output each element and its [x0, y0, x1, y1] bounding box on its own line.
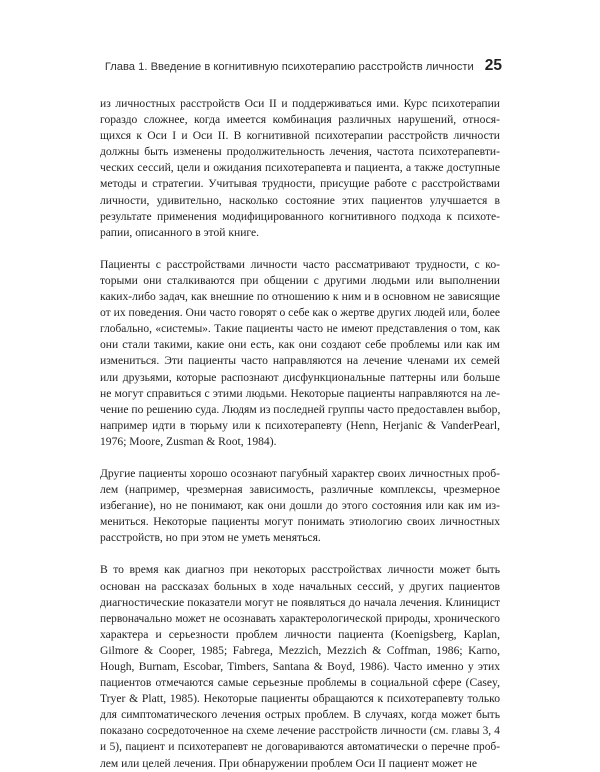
text-line: характера и серьезности проблем личности пациента (Koenigsberg, Kaplan,: [100, 627, 500, 641]
text-line: из личностных расстройств Оси II и поддерживаться ими. Курс психотерапии: [100, 97, 500, 110]
text-line: от их поведения. Они часто говорят о себе как о жертве других людей или, более: [100, 306, 500, 320]
paragraph: [100, 466, 500, 546]
text-line: Другие пациенты хорошо осознают пагубный характер своих личностных проб-: [100, 466, 500, 480]
text-line: ческих сессий, цели и ожидания психотерапевта и пациента, а также доступные: [100, 161, 500, 175]
text-line: основан на рассказах больных в ходе начальных сессий, у других пациентов: [100, 579, 500, 593]
running-header: [100, 57, 502, 75]
paragraph: [100, 562, 500, 771]
page-number: 25: [484, 57, 502, 74]
text-line: щихся к Оси I и Оси II. В когнитивной психотерапии расстройств личности: [100, 129, 500, 143]
text-line: рапии, описанного в этой книге.: [100, 225, 260, 239]
text-line: мениться. Некоторые пациенты могут понимать этиологию своих личностных: [100, 515, 500, 529]
text-line: личности, удивительно, насколько состояние этих пациентов улучшается в: [100, 193, 500, 207]
text-line: Tryer & Platt, 1985). Некоторые пациенты обращаются к психотерапевту только: [100, 692, 500, 706]
text-line: избегание), но не понимают, как они дошли до этого состояния или как им из-: [100, 499, 500, 513]
text-line: гораздо сложнее, когда имеется комбинация различных нарушений, относя-: [100, 113, 500, 127]
text-line: или друзьями, которые распознают дисфункциональные паттерны или больше: [100, 370, 500, 384]
text-line: методы и стратегии. Учитывая трудности, присущие работе с расстройствами: [100, 177, 500, 191]
text-line: торыми они сталкиваются при общении с другими людьми или выполнении: [100, 273, 500, 287]
text-line: и 5), пациент и психотерапевт не договариваются автоматически о перечне проб-: [100, 741, 500, 754]
text-line: пациентов отмечаются самые серьезные проблемы в социальной сфере (Casey,: [100, 676, 500, 690]
text-line: Hough, Burnam, Escobar, Timbers, Santana & Boyd, 1986). Часто именно у этих: [100, 660, 500, 673]
text-line: Gilmore & Cooper, 1985; Fabrega, Mezzich, Mezzich & Coffman, 1986; Karno,: [100, 643, 500, 657]
text-line: диагностические показатели могут не появляться до начала лечения. Клиницист: [100, 595, 500, 609]
text-line: показано сосредоточенное на схеме лечение расстройств личности (см. главы 3, 4: [100, 725, 500, 738]
body-text: [100, 96, 500, 772]
text-line: чение по решению суда. Людям из последней группы часто предоставлен выбор,: [100, 402, 501, 416]
text-line: 1976; Moore, Zusman & Root, 1984).: [100, 434, 277, 448]
text-line: первоначально может не осознавать характерологической природы, хронического: [100, 612, 500, 625]
text-line: Пациенты с расстройствами личности часто рассматривают трудности, с ко-: [100, 257, 500, 271]
text-line: для симптоматического лечения острых проблем. В случаях, когда может быть: [100, 708, 500, 722]
text-line: лем (например, чрезмерная зависимость, различные комплексы, чрезмерное: [100, 483, 500, 497]
text-line: они стали такими, какие они есть, как они создают себе проблемы или как им: [100, 338, 500, 352]
running-title: Глава 1. Введение в когнитивную психотерапию расстройств личности: [104, 61, 474, 73]
text-line: каких-либо задач, как внешние по отношению к ним и в основном не зависящие: [100, 290, 500, 304]
text-line: результате применения модифицированного когнитивного подхода к психоте-: [100, 209, 500, 223]
text-line: должны быть изменены продолжительность лечения, частота психотерапевти-: [100, 145, 500, 159]
text-line: лем или целей лечения. При обнаружении проблем Оси II пациент может не: [100, 756, 477, 770]
text-line: глобально, «системы». Такие пациенты часто не имеют представления о том, как: [100, 323, 500, 336]
text-line: измениться. Эти пациенты часто направляются на лечение членами их семей: [100, 354, 500, 368]
text-line: не могут справиться с этими людьми. Некоторые пациенты направляются на ле-: [100, 386, 500, 400]
text-line: расстройств, но при этом не уметь меняться.: [100, 531, 321, 545]
text-line: В то время как диагноз при некоторых расстройствах личности может быть: [100, 563, 500, 577]
paragraph: [100, 257, 500, 450]
paragraph: [100, 96, 500, 241]
text-line: например идти в тюрьму или к психотерапевту (Henn, Herjanic & VanderPearl,: [100, 418, 500, 432]
